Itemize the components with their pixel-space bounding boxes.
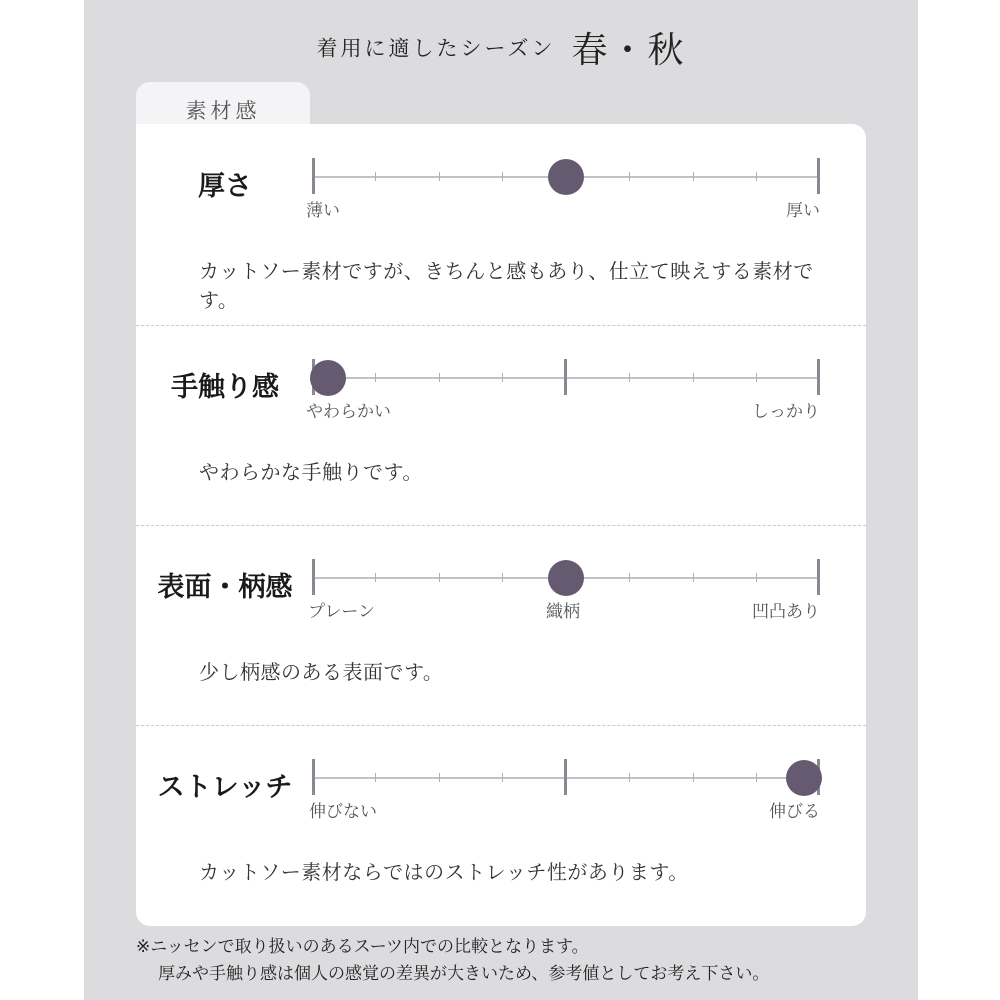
footnote-line-1: ※ニッセンで取り扱いのあるスーツ内での比較となります。 [136,937,589,957]
scale-tick [629,373,630,382]
section-description: やわらかな手触りです。 [199,460,423,484]
scale-end-cap [817,559,820,595]
scale-tick [439,573,440,582]
tab-card-join [136,124,310,144]
scale-mid-cap [564,759,567,795]
scale-tick [629,573,630,582]
scale-tick [375,373,376,382]
scale-start-cap [312,559,315,595]
scale-middle-label: 織柄 [546,602,580,622]
season-value: 春・秋 [571,30,686,71]
footnote-line-2: 厚みや手触り感は個人の感覚の差異が大きいため、参考値としてお考え下さい。 [158,964,770,984]
scale-left-label: 伸びない [309,802,377,822]
scale-start-cap [312,158,315,194]
section-thickness [136,124,866,324]
scale-right-label: 凹凸あり [752,602,820,622]
scale-tick [439,172,440,181]
scale-tick [375,573,376,582]
scale-left-label: やわらかい [306,402,391,422]
scale-mid-cap [564,359,567,395]
scale-knob [548,159,584,195]
section-surface-pattern [136,525,866,725]
material-tab: 素材感 [136,82,310,134]
section-label: 表面・柄感 [157,572,293,603]
scale-tick [693,373,694,382]
section-description: カットソー素材ならではのストレッチ性があります。 [199,860,689,884]
scale-tick [756,573,757,582]
section-label: ストレッチ [157,772,293,803]
scale-left-label: 薄い [306,201,340,221]
footnote [136,934,906,988]
scale-tick [693,773,694,782]
scale-knob [548,560,584,596]
scale-tick [439,373,440,382]
section-description: カットソー素材ですが、きちんと感もあり、仕立て映えする素材です。 [199,259,814,312]
scale-left-label: プレーン [308,602,375,622]
scale-end-cap [817,359,820,395]
scale-tick [629,773,630,782]
scale-tick [502,373,503,382]
scale-tick [375,172,376,181]
section-texture-feel [136,325,866,525]
scale-tick [502,773,503,782]
scale-tick [693,573,694,582]
scale-tick [756,373,757,382]
scale-knob [310,360,346,396]
scale-tick [629,172,630,181]
scale-right-label: しっかり [752,402,820,422]
season-label: 着用に適したシーズン [316,36,556,61]
scale-start-cap [312,759,315,795]
scale-tick [375,773,376,782]
material-card [136,124,866,926]
scale-tick [756,773,757,782]
section-stretch [136,725,866,925]
scale-right-label: 厚い [786,201,820,221]
scale-end-cap [817,158,820,194]
surface-pattern-scale [312,559,820,599]
section-label: 手触り感 [171,372,279,403]
thickness-scale [312,158,820,198]
section-description: 少し柄感のある表面です。 [199,660,444,684]
scale-right-label: 伸びる [769,802,820,822]
stretch-scale [312,759,820,799]
scale-tick [439,773,440,782]
scale-tick [502,573,503,582]
scale-tick [756,172,757,181]
scale-knob [786,760,822,796]
scale-tick [693,172,694,181]
scale-tick [502,172,503,181]
section-label: 厚さ [198,171,252,202]
texture-feel-scale [312,359,820,399]
season-header [84,22,918,72]
